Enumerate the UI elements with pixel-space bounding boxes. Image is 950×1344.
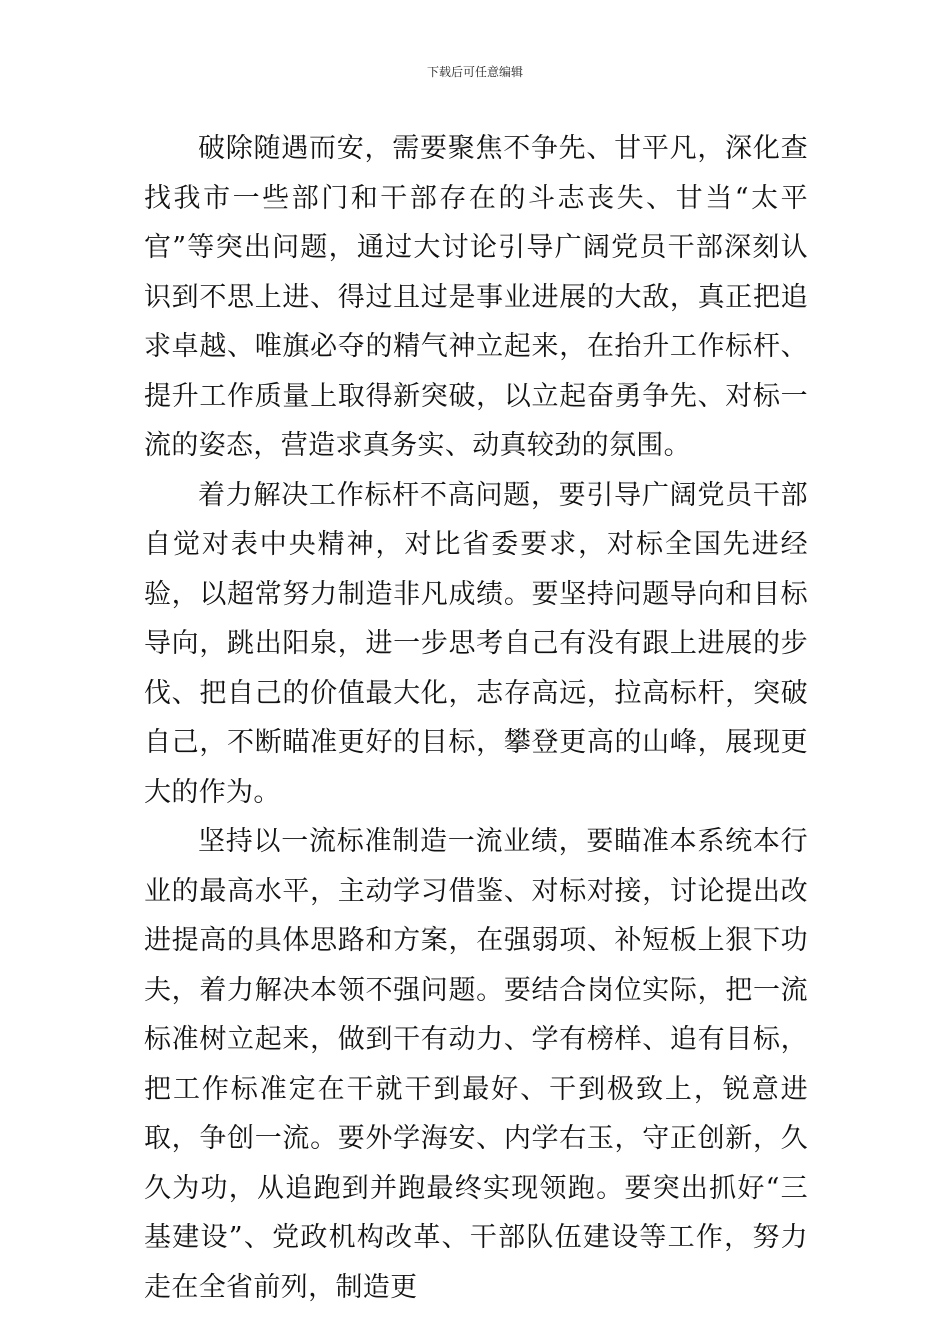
page-header: 下载后可任意编辑 [426,65,523,79]
paragraph-2: 着力解决工作标杆不高问题，要引导广阔党员干部自觉对表中央精神，对比省委要求，对标全国先进经验，以超常努力制造非凡成绩。要坚持问题导向和目标导向，跳出阳泉，进一步思考自己有没有跟上进展的步伐、把自己的价值最大化，志存高远，拉高标杆，突破自己，不断瞄准更好的目标，攀登更高的山峰，展现更大的作为。 [144,479,808,808]
paragraph-3: 坚持以一流标准制造一流业绩，要瞄准本系统本行业的最高水平，主动学习借鉴、对标对接，讨论提出改进提高的具体思路和方案，在强弱项、补短板上狠下功夫，着力解决本领不强问题。要结合岗位实际，把一流标准树立起来，做到干有动力、学有榜样、追有目标，把工作标准定在干就干到最好、干到极致上，锐意进取，争创一流。要外学海安、内学右玉，守正创新，久久为功，从追跑到并跑最终实现领跑。要突出抓好“三基建设”、党政机构改革、干部队伍建设等工作，努力走在全省前列，制造更 [144,826,808,1303]
paragraph-1: 破除随遇而安，需要聚焦不争先、甘平凡，深化查找我市一些部门和干部存在的斗志丧失、甘当“太平官”等突出问题，通过大讨论引导广阔党员干部深刻认识到不思上进、得过且过是事业进展的大敌，真正把追求卓越、唯旗必夺的精气神立起来，在抬升工作标杆、提升工作质量上取得新突破，以立起奋勇争先、对标一流的姿态，营造求真务实、动真较劲的氛围。 [144,133,808,461]
document-body [144,124,808,1312]
